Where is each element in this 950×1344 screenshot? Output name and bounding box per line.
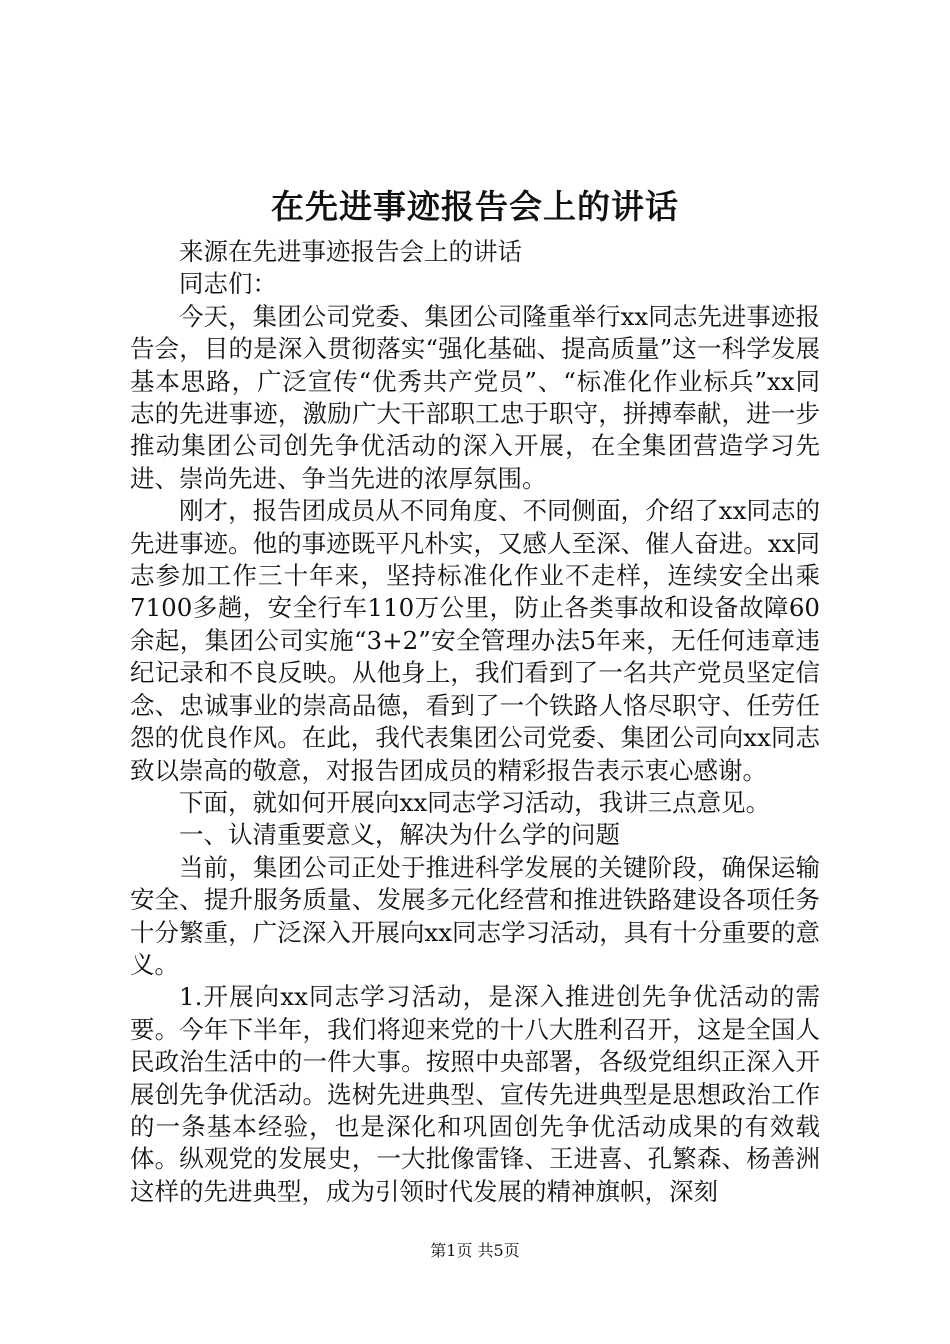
- paragraph: 刚才，报告团成员从不同角度、不同侧面，介绍了xx同志的先进事迹。他的事迹既平凡朴实，又感人至深、催人奋进。xx同志参加工作三十年来，坚持标准化作业不走样，连续安全出乘7100多趟，安全行车110万公里，防止各类事故和设备故障60余起，集团公司实施“3+2”安全管理办法5年来，无任何违章违纪记录和不良反映。从他身上，我们看到了一名共产党员坚定信念、忠诚事业的崇高品德，看到了一个铁路人恪尽职守、任劳任怨的优良作风。在此，我代表集团公司党委、集团公司向xx同志致以崇高的敬意，对报告团成员的精彩报告表示衷心感谢。: [130, 496, 820, 785]
- document-body: [130, 236, 820, 1208]
- source-line: 来源在先进事迹报告会上的讲话: [179, 237, 522, 266]
- paragraph: 今天，集团公司党委、集团公司隆重举行xx同志先进事迹报告会，目的是深入贯彻落实“强化基础、提高质量”这一科学发展基本思路，广泛宣传“优秀共产党员”、“标准化作业标兵”xx同志的先进事迹，激励广大干部职工忠于职守，拼搏奉献，进一步推动集团公司创先争优活动的深入开展，在全集团营造学习先进、崇尚先进、争当先进的浓厚氛围。: [130, 301, 820, 493]
- document-title: 在先进事迹报告会上的讲话: [271, 187, 679, 226]
- page-footer: 第1页 共5页: [430, 1241, 520, 1260]
- paragraph: 1.开展向xx同志学习活动，是深入推进创先争优活动的需要。今年下半年，我们将迎来党的十八大胜利召开，这是全国人民政治生活中的一件大事。按照中央部署，各级党组织正深入开展创先争优活动。选树先进典型、宣传先进典型是思想政治工作的一条基本经验，也是深化和巩固创先争优活动成果的有效载体。纵观党的发展史，一大批像雷锋、王进喜、孔繁森、杨善洲这样的先进典型，成为引领时代发展的精神旗帜，深刻: [130, 982, 820, 1206]
- paragraph: 下面，就如何开展向xx同志学习活动，我讲三点意见。: [179, 787, 771, 817]
- salutation: 同志们：: [179, 269, 277, 299]
- paragraph: 当前，集团公司正处于推进科学发展的关键阶段，确保运输安全、提升服务质量、发展多元化经营和推进铁路建设各项任务十分繁重，广泛深入开展向xx同志学习活动，具有十分重要的意义。: [130, 852, 820, 979]
- section-heading: 一、认清重要意义，解决为什么学的问题: [179, 820, 620, 850]
